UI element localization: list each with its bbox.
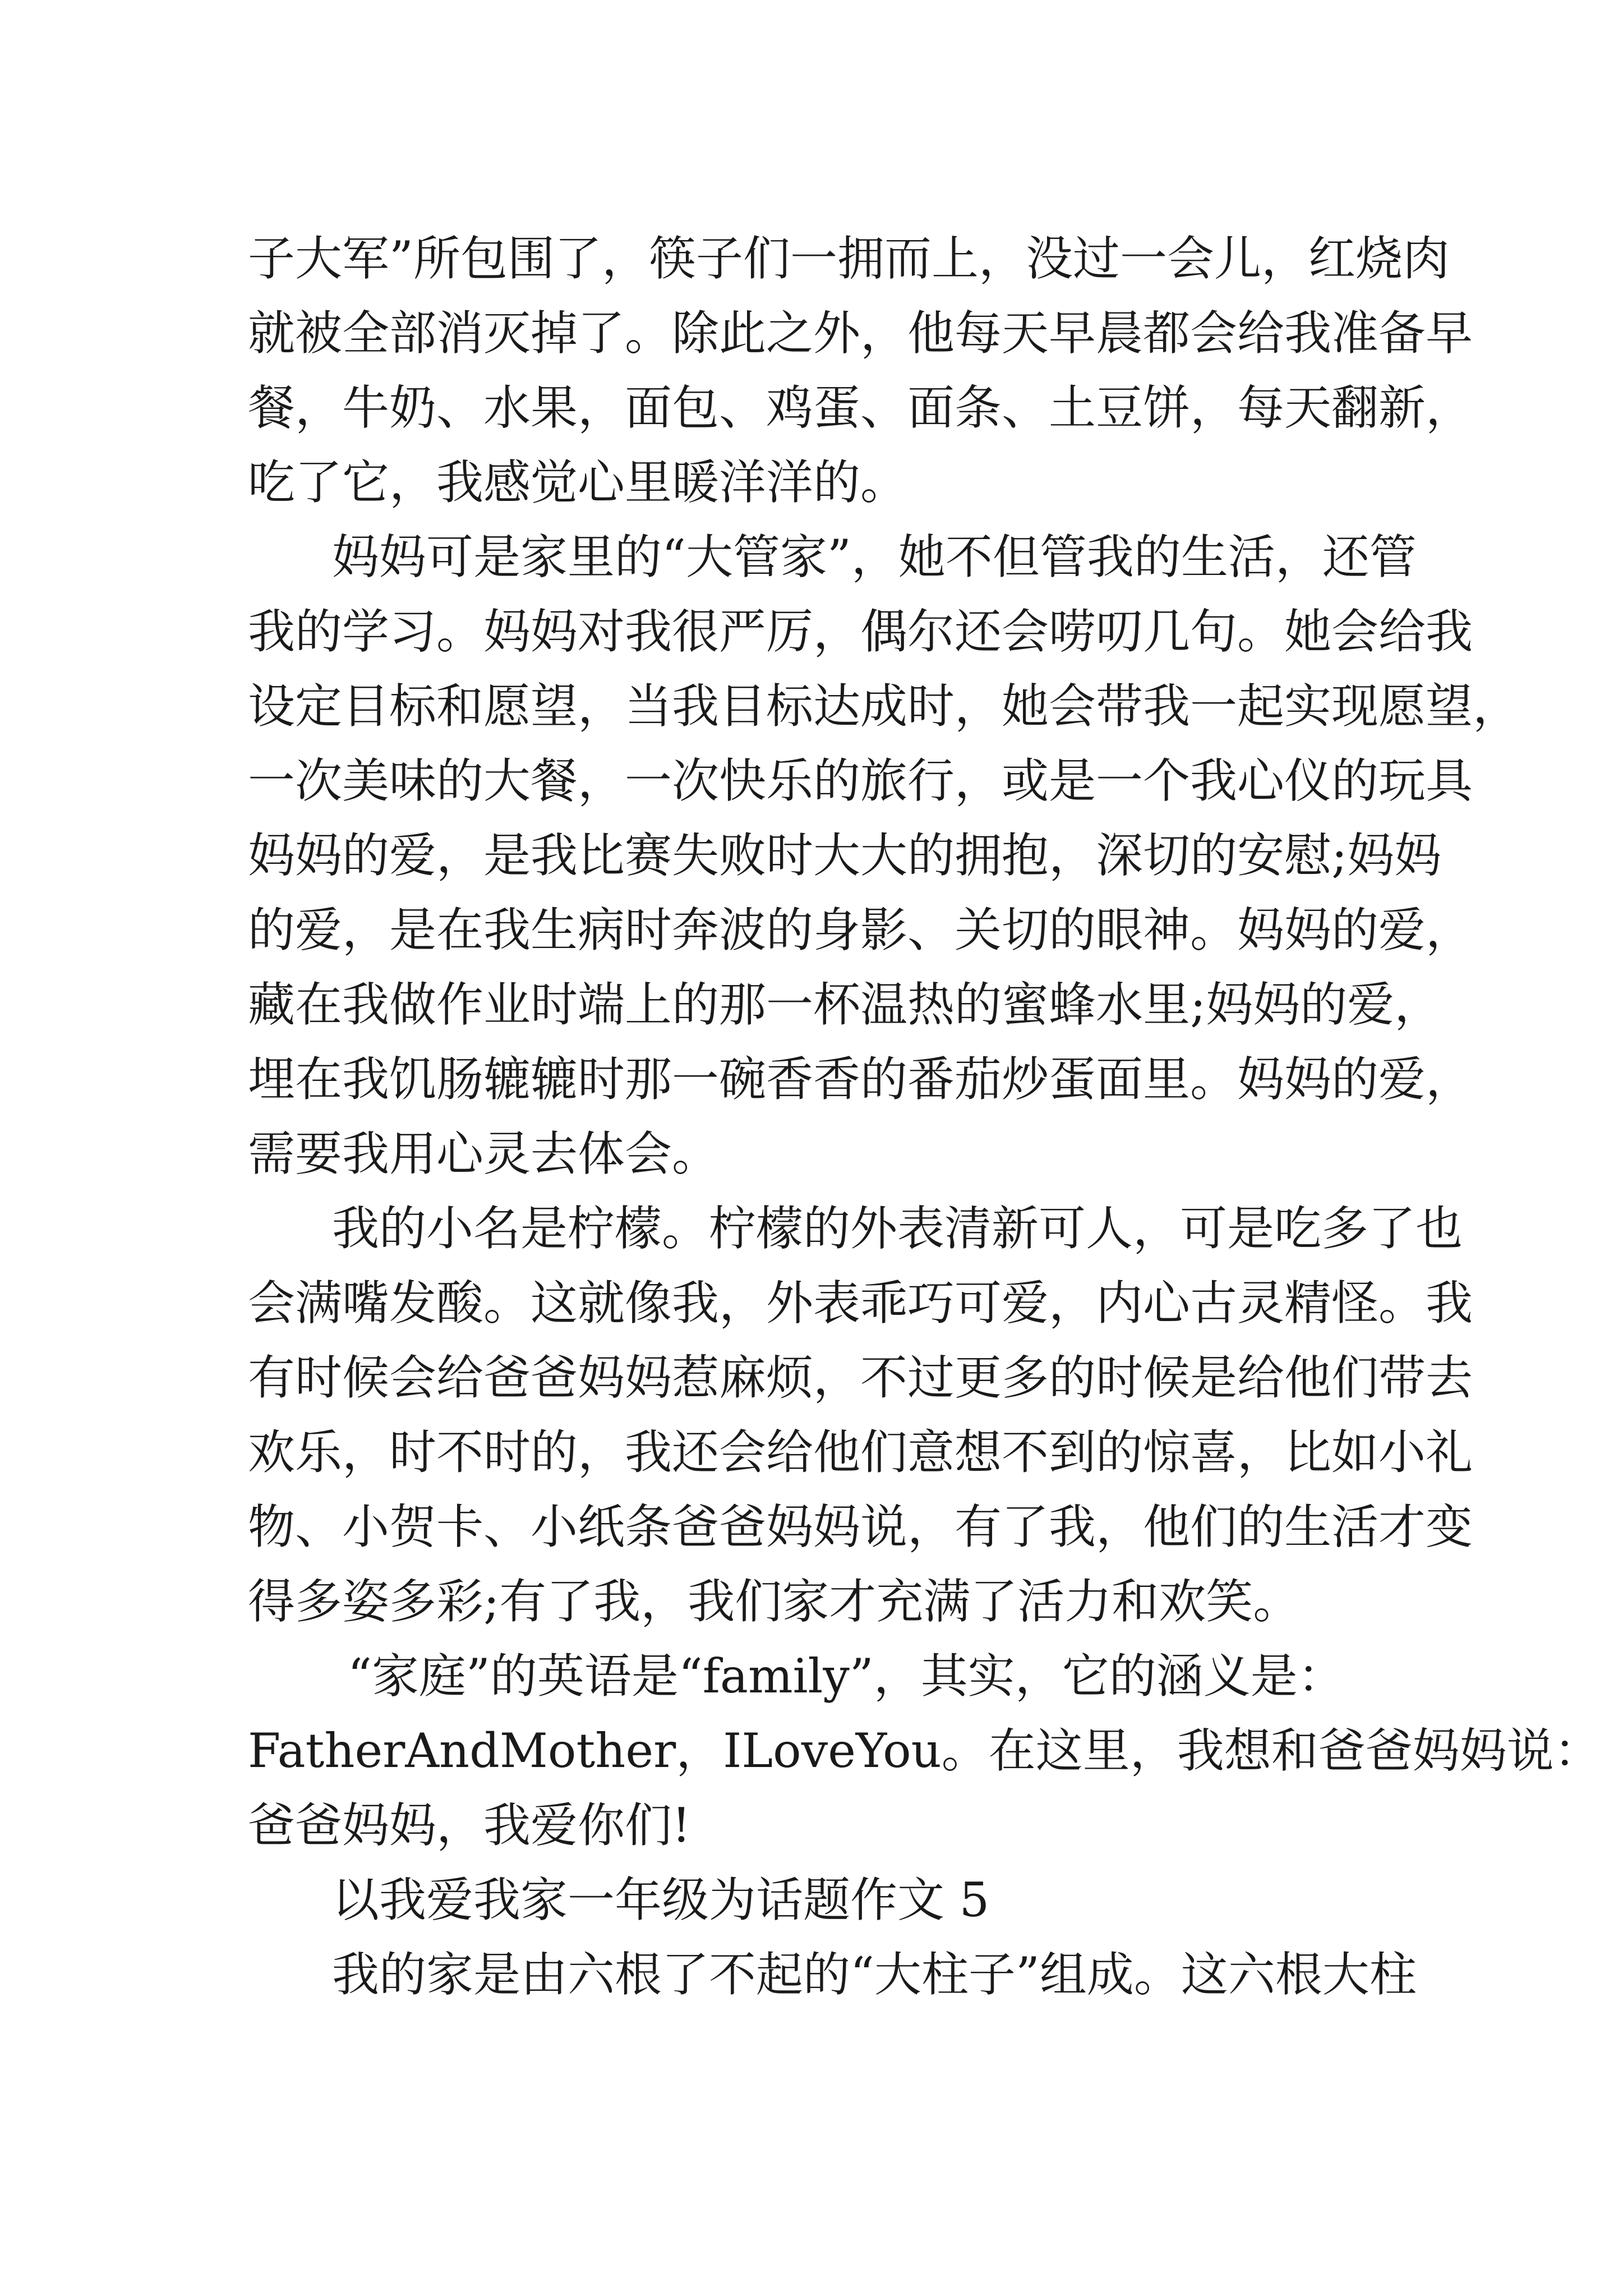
text-line: 埋在我饥肠辘辘时那一碗香香的番茄炒蛋面里。妈妈的爱， (248, 1052, 1473, 1107)
text-line: 的爱，是在我生病时奔波的身影、关切的眼神。妈妈的爱， (248, 903, 1473, 958)
paragraph-start-line: 我的小名是柠檬。柠檬的外表清新可人，可是吃多了也 (332, 1201, 1463, 1256)
text-line: 得多姿多彩;有了我，我们家才充满了活力和欢笑。 (248, 1574, 1301, 1629)
paragraph-start-line: 我的家是由六根了不起的“大柱子”组成。这六根大柱 (332, 1947, 1417, 2002)
essay-body (248, 222, 1601, 2012)
section-heading: 以我爱我家一年级为话题作文 5 (332, 1872, 990, 1927)
paragraph-start-line: 妈妈可是家里的“大管家”，她不但管我的生活，还管 (332, 530, 1417, 585)
text-line: 藏在我做作业时端上的那一杯温热的蜜蜂水里;妈妈的爱， (248, 977, 1442, 1032)
text-line: 妈妈的爱，是我比赛失败时大大的拥抱，深切的安慰;妈妈 (248, 828, 1442, 883)
text-line: 设定目标和愿望，当我目标达成时，她会带我一起实现愿望， (248, 679, 1520, 734)
text-line: 我的学习。妈妈对我很严厉，偶尔还会唠叨几句。她会给我 (248, 604, 1473, 659)
text-line: 就被全部消灭掉了。除此之外，他每天早晨都会给我准备早 (248, 306, 1473, 361)
text-line: 吃了它，我感觉心里暖洋洋的。 (248, 455, 908, 510)
text-line: 有时候会给爸爸妈妈惹麻烦，不过更多的时候是给他们带去 (248, 1350, 1473, 1405)
text-line: 子大军”所包围了，筷子们一拥而上，没过一会儿，红烧肉 (248, 231, 1450, 286)
text-line: 爸爸妈妈，我爱你们! (248, 1798, 691, 1853)
text-line: 会满嘴发酸。这就像我，外表乖巧可爱，内心古灵精怪。我 (248, 1276, 1473, 1331)
text-line: 欢乐，时不时的，我还会给他们意想不到的惊喜，比如小礼 (248, 1425, 1473, 1480)
text-line: 物、小贺卡、小纸条爸爸妈妈说，有了我，他们的生活才变 (248, 1499, 1473, 1554)
text-line: 一次美味的大餐，一次快乐的旅行，或是一个我心仪的玩具 (248, 753, 1473, 808)
text-line: 需要我用心灵去体会。 (248, 1126, 720, 1181)
paragraph-start-line: “家庭”的英语是“family”，其实，它的涵义是： (348, 1649, 1345, 1704)
text-line: FatherAndMother，ILoveYou。在这里，我想和爸爸妈妈说： (248, 1723, 1601, 1778)
text-line: 餐，牛奶、水果，面包、鸡蛋、面条、土豆饼，每天翻新， (248, 380, 1473, 435)
